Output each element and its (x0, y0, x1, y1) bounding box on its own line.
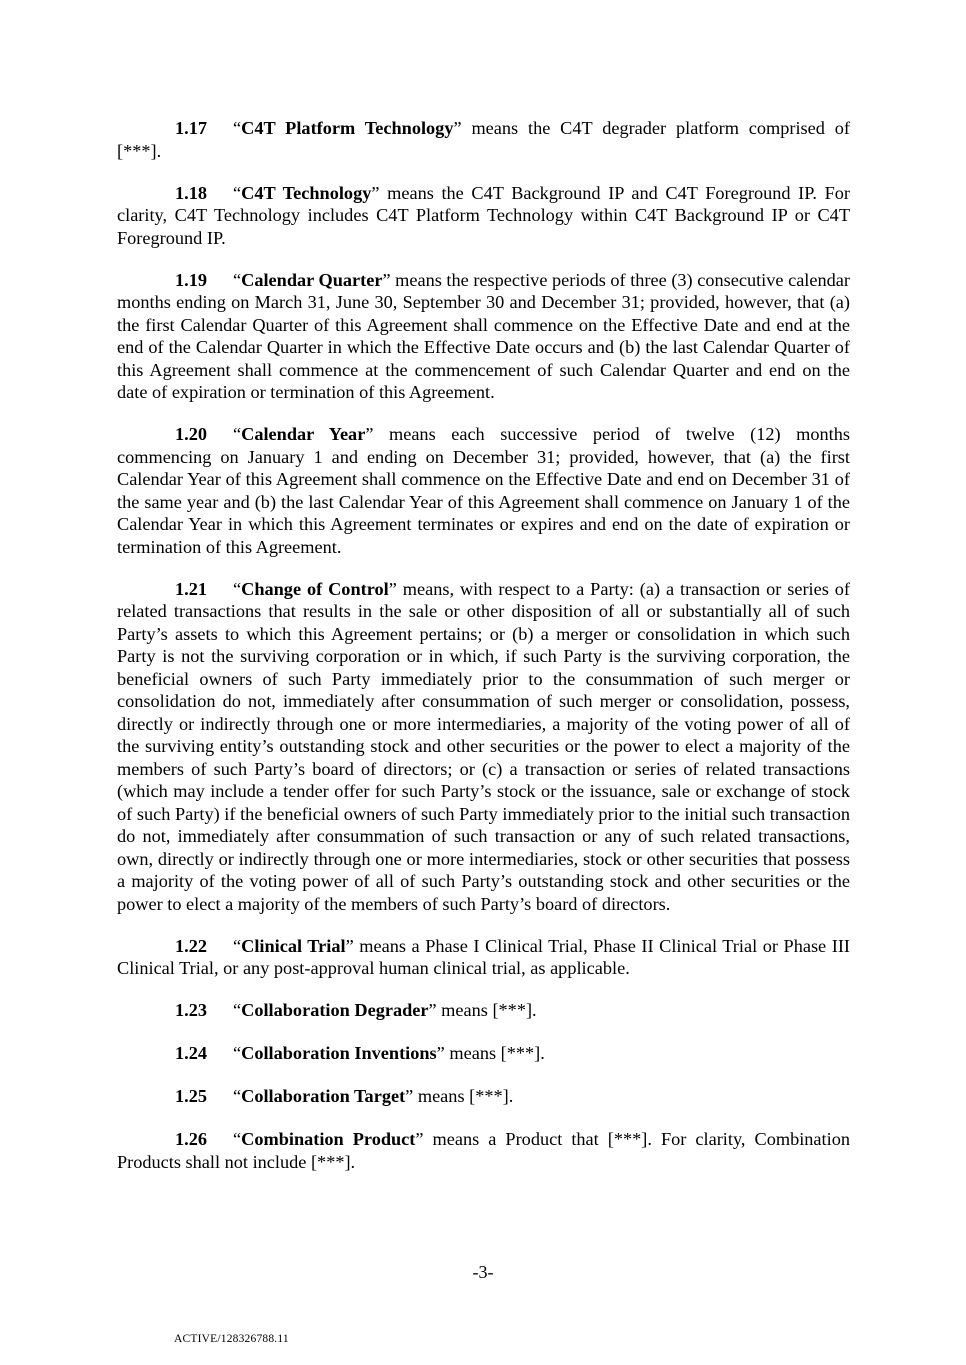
definition-1-22 (117, 935, 850, 980)
open-quote: “ (233, 118, 242, 138)
definition-1-21 (117, 578, 850, 916)
open-quote: “ (233, 1129, 242, 1149)
open-quote: “ (233, 269, 242, 290)
defined-term: Change of Control (241, 578, 389, 599)
section-number: 1.20 (175, 424, 207, 444)
section-number: 1.19 (175, 269, 207, 290)
section-number: 1.24 (175, 1043, 207, 1063)
definition-text: means a Product that [***]. For clarity, Combination Products shall not include [***]. (117, 1129, 850, 1172)
open-quote: “ (233, 424, 242, 444)
open-quote: “ (233, 1086, 242, 1106)
section-number: 1.18 (175, 182, 207, 203)
definition-text: means, with respect to a Party: (a) a transaction or series of related transactions that results in the sale or other disposition of all or substantially all of such Party’s assets to which this Agreement pertains; or (b) a merger or consolidation in which such Party is not the surviving corporation or in which, if such Party is the surviving corporation, the beneficial owners of such Party immediately prior to the consummation of such merger or consolidation do not, immediately after consummation of such merger or consolidation, possess, directly or indirectly through one or more intermediaries, a majority of the voting power of all of the surviving entity’s outstanding stock and other securities or the power to elect a majority of the members of such Party’s board of directors; or (c) a transaction or series of related transactions (which may include a tender offer for such Party’s stock or the issuance, sale or exchange of stock of such Party) if the beneficial owners of such Party immediately prior to the initial such transaction do not, immediately after consummation of such transaction or any of such related transactions, own, directly or indirectly through one or more intermediaries, stock or other securities that possess a majority of the voting power of all of such Party’s outstanding stock and other securities or the power to elect a majority of the members of such Party’s board of directors. (117, 578, 851, 914)
definition-1-25 (117, 1085, 850, 1108)
definition-1-17 (117, 117, 850, 162)
definition-text: means [***]. (444, 1043, 545, 1063)
open-quote: “ (233, 1043, 242, 1063)
definition-1-19 (117, 269, 850, 404)
definition-text: means the C4T Background IP and C4T Foreground IP. For clarity, C4T Technology includes C4T Platform Technology within C4T Background IP or C4T Foreground IP. (117, 182, 850, 248)
defined-term: C4T Platform Technology (241, 118, 454, 138)
document-body (117, 117, 850, 1193)
definition-text: means [***]. (436, 1000, 537, 1020)
defined-term: Combination Product (241, 1129, 416, 1149)
defined-term: C4T Technology (241, 182, 372, 203)
close-quote: ” (428, 1000, 437, 1020)
definition-1-18 (117, 182, 850, 250)
close-quote: ” (388, 578, 397, 599)
open-quote: “ (233, 935, 242, 956)
open-quote: “ (233, 578, 242, 599)
definition-1-24 (117, 1042, 850, 1065)
section-number: 1.25 (175, 1086, 207, 1106)
close-quote: ” (405, 1086, 414, 1106)
close-quote: ” (365, 424, 374, 444)
close-quote: ” (415, 1129, 424, 1149)
definition-1-23 (117, 999, 850, 1022)
definition-text: means a Phase I Clinical Trial, Phase II Clinical Trial or Phase III Clinical Trial, or any post-approval human clinical trial, as applicable. (117, 935, 851, 978)
section-number: 1.23 (175, 1000, 207, 1020)
defined-term: Collaboration Target (241, 1086, 406, 1106)
definition-1-26 (117, 1128, 850, 1173)
section-number: 1.26 (175, 1129, 207, 1149)
close-quote: ” (345, 935, 354, 956)
definition-text: means the respective periods of three (3) consecutive calendar months ending on March 31, June 30, September 30 and December 31; provided, however, that (a) the first Calendar Quarter of this Agreement shall commence on the Effective Date and end at the end of the Calendar Quarter in which the Effective Date occurs and (b) the last Calendar Quarter of this Agreement shall commence at the commencement of such Calendar Quarter and end on the date of expiration or termination of this Agreement. (117, 269, 850, 402)
definition-text: means [***]. (413, 1086, 514, 1106)
definition-1-20 (117, 423, 850, 558)
defined-term: Calendar Quarter (241, 269, 383, 290)
defined-term: Calendar Year (241, 424, 366, 444)
section-number: 1.22 (175, 935, 207, 956)
close-quote: ” (382, 269, 391, 290)
page-number: -3- (472, 1262, 494, 1282)
defined-term: Clinical Trial (241, 935, 346, 956)
defined-term: Collaboration Degrader (241, 1000, 429, 1020)
section-number: 1.21 (175, 578, 207, 599)
document-id: ACTIVE/128326788.11 (174, 1333, 289, 1345)
close-quote: ” (453, 118, 462, 138)
close-quote: ” (371, 182, 380, 203)
definition-text: means the C4T degrader platform comprised of [***]. (117, 118, 851, 161)
close-quote: ” (436, 1043, 445, 1063)
defined-term: Collaboration Inventions (241, 1043, 437, 1063)
definition-text: means each successive period of twelve (12) months commencing on January 1 and ending on December 31; provided, however, that (a) the first Calendar Year of this Agreement shall commence on the Effective Date and end on December 31 of the same year and (b) the last Calendar Year of this Agreement shall commence on January 1 of the Calendar Year in which this Agreement terminates or expires and end on the date of expiration or termination of this Agreement. (117, 424, 850, 557)
open-quote: “ (233, 182, 242, 203)
open-quote: “ (233, 1000, 242, 1020)
section-number: 1.17 (175, 118, 207, 138)
